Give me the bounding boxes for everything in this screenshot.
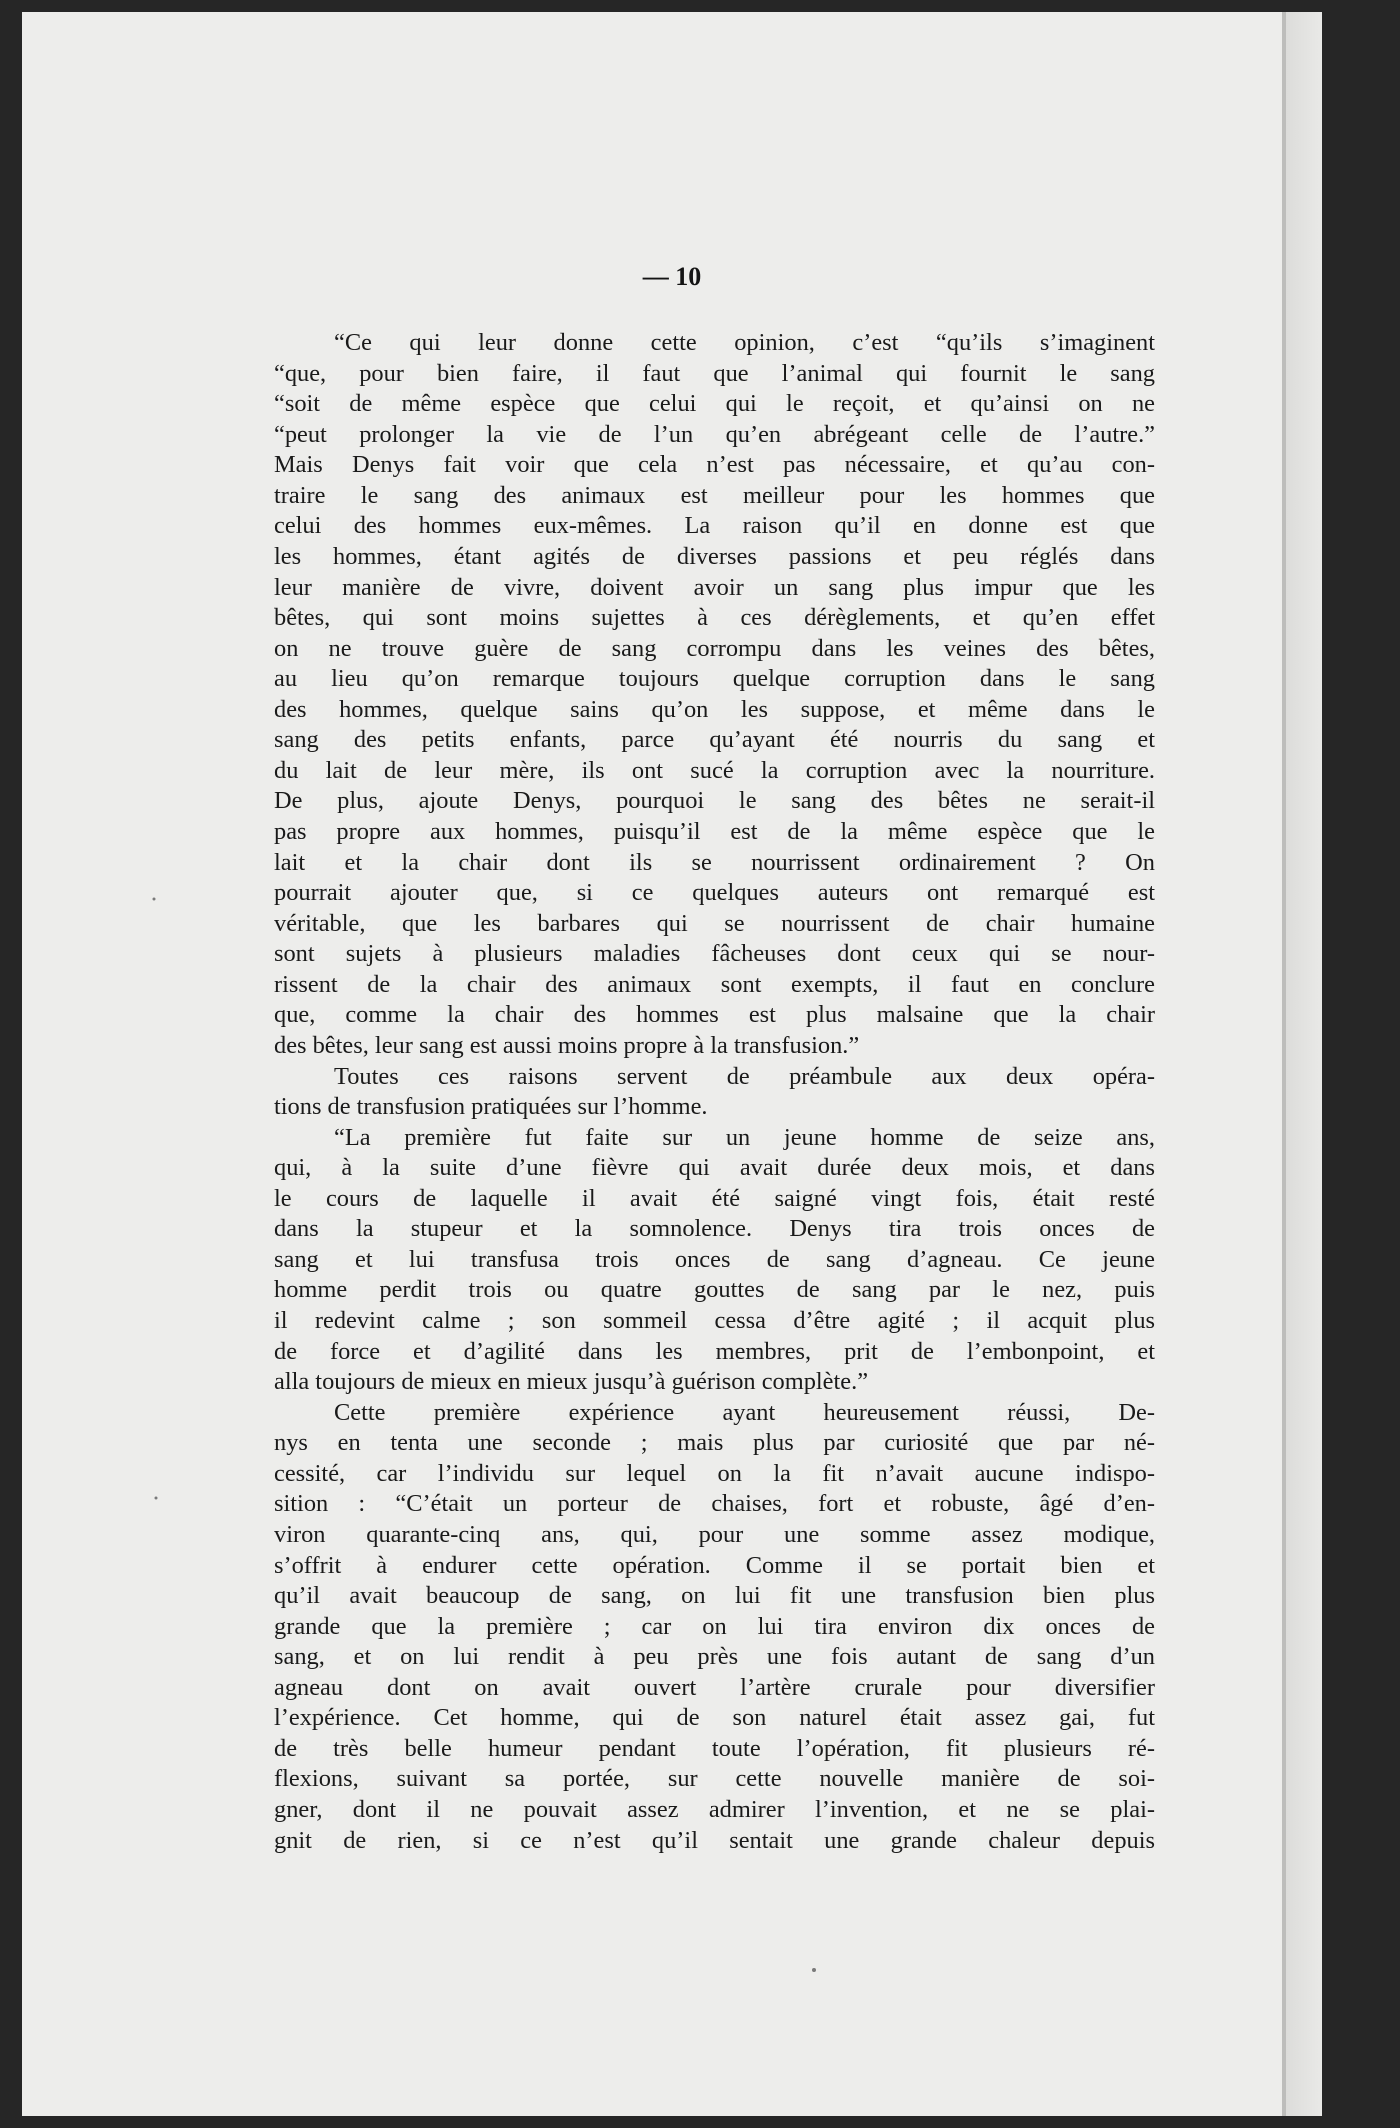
text-line: De plus, ajoute Denys, pourquoi le sang des bêtes ne serait-il: [274, 787, 1155, 815]
text-line: véritable, que les barbares qui se nourrissent de chair humaine: [274, 909, 1155, 937]
scan-specks: [22, 12, 1322, 2116]
text-line: sont sujets à plusieurs maladies fâcheuses dont ceux qui se nour-: [274, 940, 1155, 968]
text-line: sang des petits enfants, parce qu’ayant été nourris du sang et: [274, 726, 1155, 754]
speck: [153, 898, 156, 901]
text-line: de très belle humeur pendant toute l’opération, fit plusieurs ré-: [274, 1734, 1155, 1762]
text-line: Toutes ces raisons servent de préambule aux deux opéra-: [334, 1062, 1155, 1090]
text-line: Cette première expérience ayant heureusement réussi, De-: [334, 1398, 1155, 1426]
text-line: qui, à la suite d’une fièvre qui avait durée deux mois, et dans: [274, 1154, 1155, 1182]
text-line: au lieu qu’on remarque toujours quelque corruption dans le sang: [274, 665, 1155, 693]
text-line: sang et lui transfusa trois onces de sang d’agneau. Ce jeune: [274, 1245, 1155, 1273]
text-line: nys en tenta une seconde ; mais plus par curiosité que par né-: [274, 1429, 1155, 1457]
text-line: s’offrit à endurer cette opération. Comme il se portait bien et: [274, 1551, 1155, 1579]
text-line: du lait de leur mère, ils ont sucé la corruption avec la nourriture.: [274, 756, 1155, 784]
text-line: grande que la première ; car on lui tira environ dix onces de: [274, 1612, 1155, 1640]
text-line: celui des hommes eux-mêmes. La raison qu’il en donne est que: [274, 512, 1155, 540]
text-line: sang, et on lui rendit à peu près une fois autant de sang d’un: [274, 1643, 1155, 1671]
text-line: pas propre aux hommes, puisqu’il est de la même espèce que le: [274, 818, 1155, 845]
text-line: bêtes, qui sont moins sujettes à ces dérèglements, et qu’en effet: [274, 604, 1155, 632]
text-line: “que, pour bien faire, il faut que l’animal qui fournit le sang: [274, 359, 1155, 387]
scanned-page: [22, 12, 1322, 2116]
text-line: flexions, suivant sa portée, sur cette nouvelle manière de soi-: [274, 1765, 1155, 1793]
text-line: “soit de même espèce que celui qui le reçoit, et qu’ainsi on ne: [274, 390, 1155, 418]
text-line: gner, dont il ne pouvait assez admirer l’invention, et ne se plai-: [274, 1796, 1155, 1823]
text-line: des hommes, quelque sains qu’on les suppose, et même dans le: [274, 695, 1155, 723]
text-line: qu’il avait beaucoup de sang, on lui fit une transfusion bien plus: [274, 1582, 1155, 1610]
text-line: “peut prolonger la vie de l’un qu’en abrégeant celle de l’autre.”: [274, 420, 1155, 448]
page-number: — 10: [642, 262, 702, 291]
text-line: gnit de rien, si ce n’est qu’il sentait une grande chaleur depuis: [274, 1826, 1155, 1854]
text-line: le cours de laquelle il avait été saigné vingt fois, était resté: [274, 1184, 1155, 1212]
text-line: tions de transfusion pratiquées sur l’homme.: [274, 1093, 708, 1121]
speck: [812, 1968, 816, 1972]
text-line: les hommes, étant agités de diverses passions et peu réglés dans: [274, 542, 1155, 570]
text-line: il redevint calme ; son sommeil cessa d’être agité ; il acquit plus: [274, 1307, 1155, 1334]
text-line: alla toujours de mieux en mieux jusqu’à guérison complète.”: [274, 1368, 869, 1396]
text-line: “Ce qui leur donne cette opinion, c’est “qu’ils s’imaginent: [334, 329, 1155, 356]
speck: [155, 1497, 158, 1500]
text-line: dans la stupeur et la somnolence. Denys tira trois onces de: [274, 1215, 1155, 1243]
text-line: traire le sang des animaux est meilleur pour les hommes que: [274, 481, 1155, 509]
text-line: Mais Denys fait voir que cela n’est pas nécessaire, et qu’au con-: [274, 451, 1155, 479]
text-line: cessité, car l’individu sur lequel on la fit n’avait aucune indispo-: [274, 1459, 1155, 1487]
text-line: “La première fut faite sur un jeune homme de seize ans,: [334, 1123, 1155, 1151]
text-line: lait et la chair dont ils se nourrissent ordinairement ? On: [274, 848, 1155, 876]
text-line: de force et d’agilité dans les membres, prit de l’embonpoint, et: [274, 1337, 1155, 1365]
text-line: rissent de la chair des animaux sont exempts, il faut en conclure: [274, 970, 1155, 998]
text-line: on ne trouve guère de sang corrompu dans les veines des bêtes,: [274, 634, 1155, 662]
text-line: l’expérience. Cet homme, qui de son naturel était assez gai, fut: [274, 1704, 1155, 1732]
text-line: viron quarante-cinq ans, qui, pour une somme assez modique,: [274, 1520, 1155, 1548]
text-line: que, comme la chair des hommes est plus malsaine que la chair: [274, 1001, 1155, 1029]
text-line: leur manière de vivre, doivent avoir un sang plus impur que les: [274, 573, 1155, 601]
text-line: agneau dont on avait ouvert l’artère crurale pour diversifier: [274, 1673, 1155, 1701]
text-line: sition : “C’était un porteur de chaises, fort et robuste, âgé d’en-: [274, 1490, 1155, 1518]
text-line: homme perdit trois ou quatre gouttes de sang par le nez, puis: [274, 1276, 1155, 1304]
text-line: pourrait ajouter que, si ce quelques auteurs ont remarqué est: [274, 879, 1155, 907]
text-line: des bêtes, leur sang est aussi moins propre à la transfusion.”: [274, 1031, 860, 1059]
